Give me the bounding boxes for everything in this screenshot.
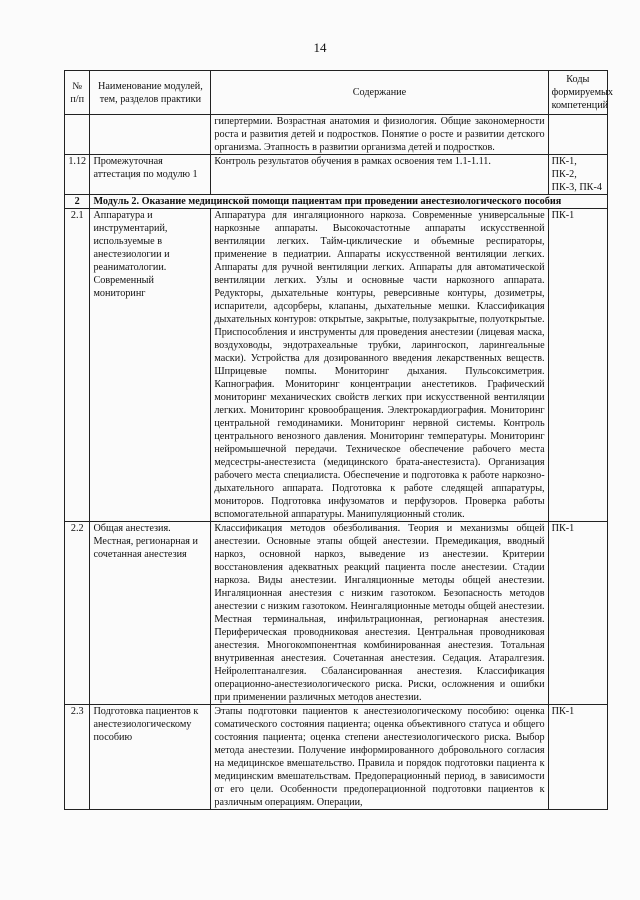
row-name bbox=[90, 115, 211, 155]
row-codes: ПК-1 bbox=[548, 209, 607, 522]
row-num bbox=[65, 115, 90, 155]
row-content: Этапы подготовки пациентов к анестезиологическому пособию: оценка соматического состояния пациента; оценка объективного статуса и общего состояния пациента; оценка степени анестезиологического риска. Выбор метода анестезии. Получение информированного добровольного согласия на медицинское вмешательство. Правила и порядок подготовки пациента к медицинским вмешательствам. Предоперационный период, в зависимости от его цели. Особенности предоперационной подготовки пациентов к различным операциям. Операции, bbox=[211, 705, 548, 810]
row-content: Классификация методов обезболивания. Теория и механизмы общей анестезии. Основные этапы общей анестезии. Премедикация, вводный наркоз, основной наркоз, выведение из анестезии. Критерии восстановления адекватных реакций пациента после анестезии. Стадии наркоза. Виды анестезии. Ингаляционные методы общей анестезии. Ингаляционная анестезия с низким газотоком. Безопасность методов анестезии с низким газотоком. Неингаляционные методы общей анестезии. Местная терминальная, инфильтрационная, регионарная анестезия. Периферическая проводниковая анестезия. Центральная проводниковая анестезия. Многокомпонентная комбинированная анестезия. Тотальная внутривенная анестезия. Сочетанная анестезия. Седация. Атаралгезия. Нейролептаналгезия. Сбалансированная анестезия. Классификация операционно-анестезиологического риска. Риски, осложнения и ошибки при применении различных методов анестезии. bbox=[211, 522, 548, 705]
header-codes: Коды формируемых компетенций bbox=[548, 71, 607, 115]
module-title: Модуль 2. Оказание медицинской помощи пациентам при проведении анестезиологического пособия bbox=[90, 195, 608, 209]
table-row bbox=[65, 705, 608, 810]
header-content: Содержание bbox=[211, 71, 548, 115]
table-row bbox=[65, 115, 608, 155]
row-num: 1.12 bbox=[65, 155, 90, 195]
row-content: Аппаратура для ингаляционного наркоза. Современные универсальные наркозные аппараты. Высокочастотные аппараты искусственной вентиляции легких. Тайм-циклические и объемные респираторы, применение в педиатрии. Аппараты искусственной вентиляции легких. Аппараты для ручной вентиляции легких. Аппараты для автоматической вентиляции легких. Узлы и основные части наркозного аппарата. Редукторы, дыхательные контуры, реверсивные контуры, дозиметры, испарители, адсорберы, клапаны, дыхательные мешки. Классификация дыхательных контуров: открытые, закрытые, полузакрытые, полуоткрытые. Приспособления и инструменты для проведения анестезии (лицевая маска, воздуховоды, эндотрахеальные трубки, ларингоскоп, ларингеальные маски). Устройства для дозированного введения лекарственных веществ. Шприцевые помпы. Мониторинг дыхания. Пульсоксиметрия. Капнография. Мониторинг концентрации анестетиков. Графический мониторинг механических свойств легких при искусственной вентиляции легких. Мониторинг кровообращения. Электрокардиография. Мониторинг центральной гемодинамики. Мониторинг нервной системы. Контроль центрального венозного давления. Мониторинг температуры. Мониторинг нейромышечной передачи. Техническое обеспечение рабочего места медсестры-анестезиста (медицинского брата-анестезиста). Организация рабочего места специалиста. Обеспечение и подготовка к работе наркозно-дыхательного аппарата. Подготовка к работе следящей аппаратуры, мониторов. Подготовка инфузоматов и перфузоров. Проверка работы вспомогательной аппаратуры. Манипуляционный столик. bbox=[211, 209, 548, 522]
table-row bbox=[65, 522, 608, 705]
row-num: 2.1 bbox=[65, 209, 90, 522]
table-row bbox=[65, 209, 608, 522]
row-name: Промежуточная аттестация по модулю 1 bbox=[90, 155, 211, 195]
row-num: 2.3 bbox=[65, 705, 90, 810]
row-content: гипертермии. Возрастная анатомия и физиология. Общие закономерности роста и развития детей и подростков. Понятие о росте и развитии детского организма. Этапность в развитии организма детей и подростков. bbox=[211, 115, 548, 155]
table-row bbox=[65, 155, 608, 195]
row-codes bbox=[548, 115, 607, 155]
header-num: № п/п bbox=[65, 71, 90, 115]
row-name: Общая анестезия. Местная, регионарная и сочетанная анестезия bbox=[90, 522, 211, 705]
row-codes: ПК-1 bbox=[548, 522, 607, 705]
module-title-row bbox=[65, 195, 608, 209]
row-codes: ПК-1 bbox=[548, 705, 607, 810]
row-codes: ПК-1, ПК-2, ПК-3, ПК-4 bbox=[548, 155, 607, 195]
row-content: Контроль результатов обучения в рамках освоения тем 1.1-1.11. bbox=[211, 155, 548, 195]
curriculum-table bbox=[64, 70, 613, 810]
row-name: Подготовка пациентов к анестезиологическому пособию bbox=[90, 705, 211, 810]
header-name: Наименование модулей, тем, разделов практики bbox=[90, 71, 211, 115]
row-num: 2.2 bbox=[65, 522, 90, 705]
module-num: 2 bbox=[65, 195, 90, 209]
page-number: 14 bbox=[313, 40, 327, 55]
table-header-row bbox=[65, 71, 608, 115]
row-name: Аппаратура и инструментарий, используемые в анестезиологии и реаниматологии. Современный мониторинг bbox=[90, 209, 211, 522]
